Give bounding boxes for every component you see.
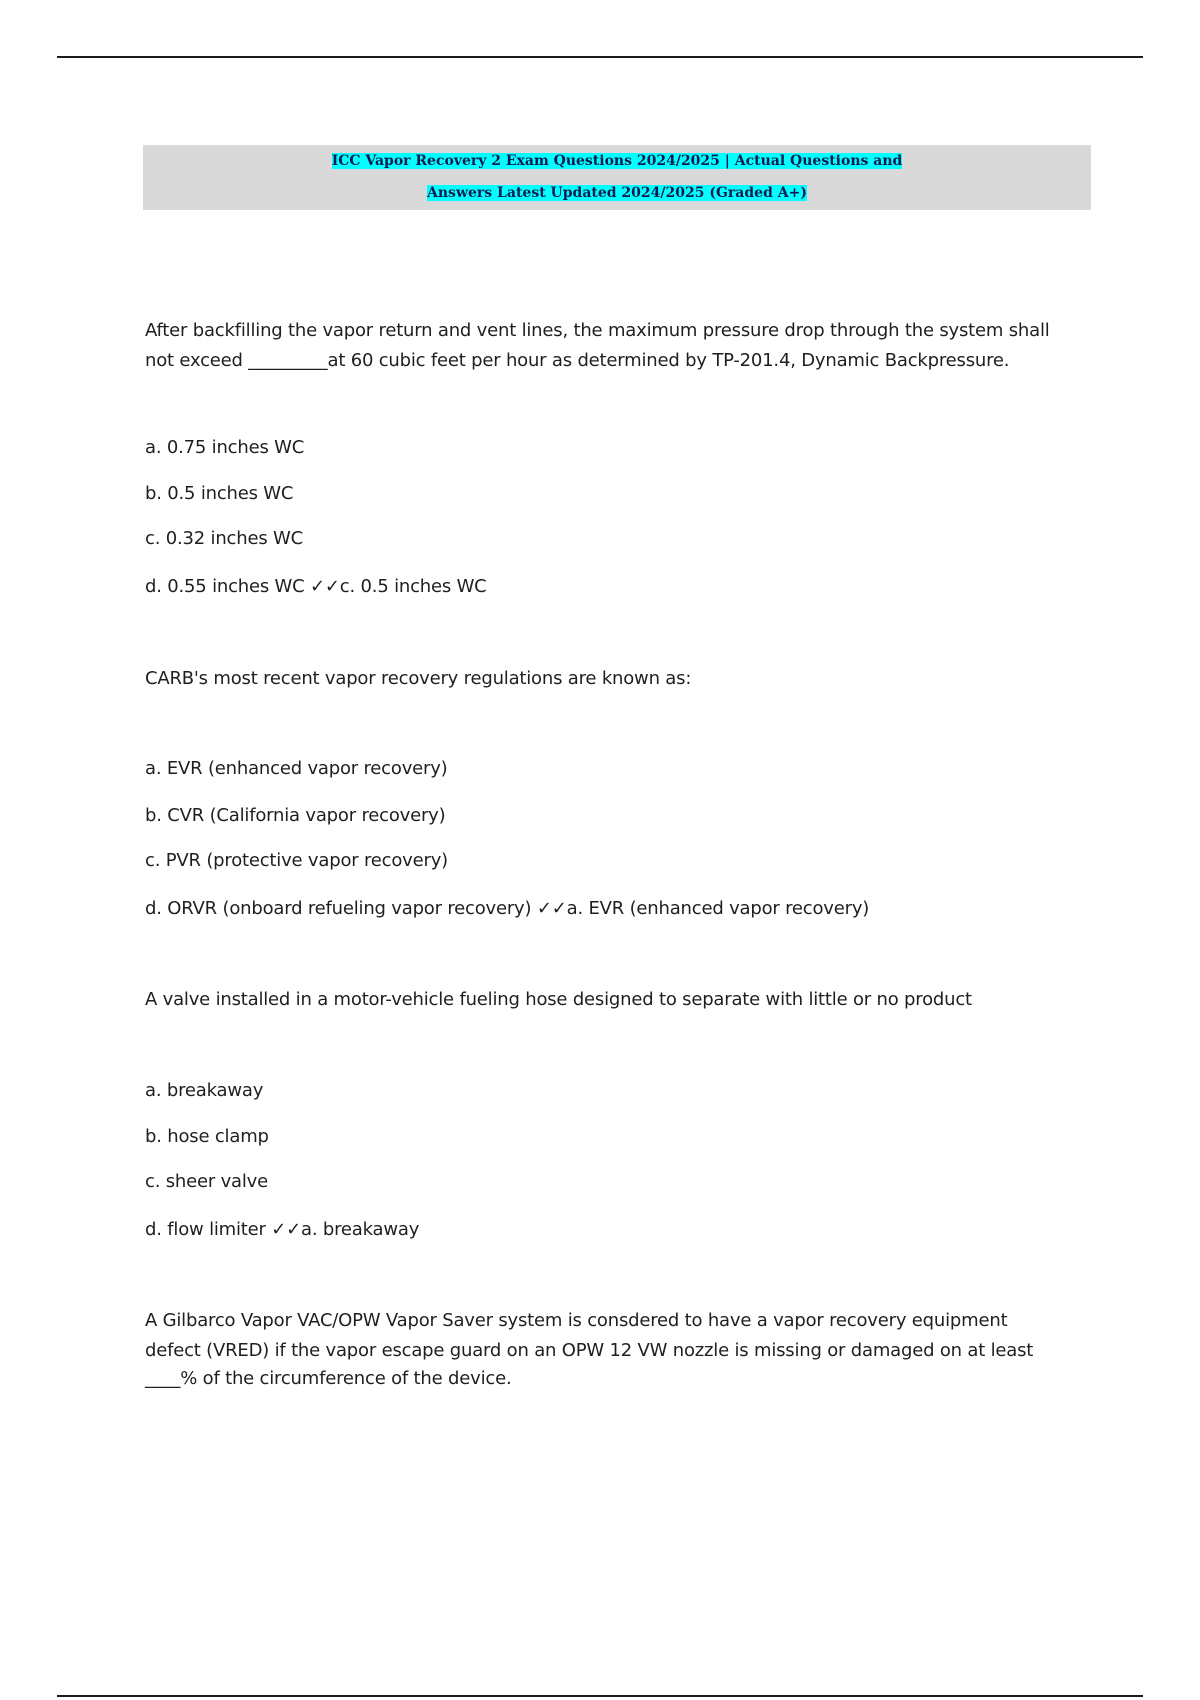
document-title	[143, 145, 1091, 210]
question-1-option-d-answer: d. 0.55 inches WC ✓✓c. 0.5 inches WC	[145, 576, 487, 597]
header-rule	[57, 56, 1143, 58]
question-3-option-c: c. sheer valve	[145, 1171, 269, 1192]
question-3-option-d-answer: d. flow limiter ✓✓a. breakaway	[145, 1219, 420, 1240]
question-1-option-a: a. 0.75 inches WC	[145, 437, 305, 458]
footer-rule	[57, 1695, 1143, 1697]
question-1-option-b: b. 0.5 inches WC	[145, 483, 294, 504]
question-4-line-3: ____% of the circumference of the device.	[145, 1368, 512, 1389]
question-3-option-b: b. hose clamp	[145, 1126, 269, 1147]
question-1-option-c: c. 0.32 inches WC	[145, 528, 303, 549]
question-2-line-1: CARB's most recent vapor recovery regulations are known as:	[145, 668, 692, 689]
question-1-line-1: After backfilling the vapor return and vent lines, the maximum pressure drop through the system shall	[145, 320, 1050, 341]
question-2-option-c: c. PVR (protective vapor recovery)	[145, 850, 448, 871]
question-2-option-b: b. CVR (California vapor recovery)	[145, 805, 446, 826]
title-line-1: ICC Vapor Recovery 2 Exam Questions 2024/2025 | Actual Questions and	[331, 153, 903, 169]
question-2-option-d-answer: d. ORVR (onboard refueling vapor recovery) ✓✓a. EVR (enhanced vapor recovery)	[145, 898, 870, 919]
question-1-line-2: not exceed _________at 60 cubic feet per hour as determined by TP-201.4, Dynamic Backpressure.	[145, 350, 1010, 371]
question-3-line-1: A valve installed in a motor-vehicle fueling hose designed to separate with little or no product	[145, 989, 972, 1010]
question-3-option-a: a. breakaway	[145, 1080, 264, 1101]
question-2-option-a: a. EVR (enhanced vapor recovery)	[145, 758, 448, 779]
question-4-line-1: A Gilbarco Vapor VAC/OPW Vapor Saver system is consdered to have a vapor recovery equipment	[145, 1310, 1008, 1331]
question-4-line-2: defect (VRED) if the vapor escape guard on an OPW 12 VW nozzle is missing or damaged on at least	[145, 1340, 1034, 1361]
title-line-2: Answers Latest Updated 2024/2025 (Graded A+)	[427, 185, 807, 201]
